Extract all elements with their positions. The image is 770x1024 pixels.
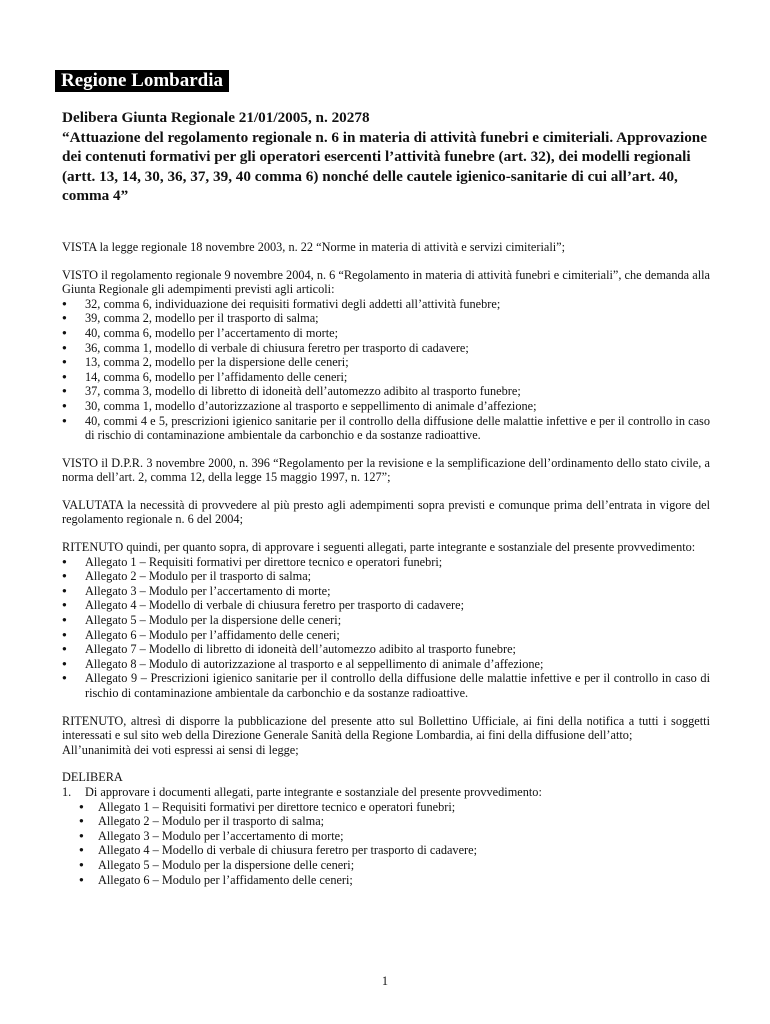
delibera-item [62, 785, 710, 887]
list-item: ● Allegato 5 – Modulo per la dispersione delle ceneri; [62, 858, 710, 873]
list-item: ● Allegato 2 – Modulo per il trasporto di salma; [62, 814, 710, 829]
vista-paragraph: VISTA la legge regionale 18 novembre 2003, n. 22 “Norme in materia di attività e servizi cimiteriali”; [62, 239, 566, 254]
list-item: ● Allegato 2 – Modulo per il trasporto di salma; [62, 569, 710, 584]
visto-dpr-paragraph: VISTO il D.P.R. 3 novembre 2000, n. 396 “Regolamento per la revisione e la semplificazione dell’ordinamento dello stato civile, a norma dell’art. 2, comma 12, della legge 15 maggio 1997, n. 127”; [62, 455, 710, 485]
delibera-list [62, 785, 710, 887]
list-item: ● Allegato 4 – Modello di verbale di chiusura feretro per trasporto di cadavere; [62, 843, 710, 858]
list-item: ● 30, comma 1, modello d’autorizzazione al trasporto e seppellimento di animale d’affezione; [62, 399, 710, 414]
list-item: ● Allegato 9 – Prescrizioni igienico sanitarie per il controllo della diffusione delle malattie infettive e per il controllo in caso di rischio di contaminazione ambientale da carbonchio e da sostanze radioattive. [62, 671, 710, 700]
visto-regolamento-paragraph: VISTO il regolamento regionale 9 novembre 2004, n. 6 “Regolamento in materia di attività funebri e cimiteriali”, che demanda alla Giunta Regionale gli adempimenti previsti agli articoli: [62, 267, 710, 297]
item-text: Di approvare i documenti allegati, parte integrante e sostanziale del presente provvedimento: [85, 784, 542, 799]
list-item: ● 40, comma 6, modello per l’accertamento di morte; [62, 326, 710, 341]
list-item: ● Allegato 1 – Requisiti formativi per direttore tecnico e operatori funebri; [62, 555, 710, 570]
list-item: ● 37, comma 3, modello di libretto di idoneità dell’automezzo adibito al trasporto funebre; [62, 384, 710, 399]
list-item: ● 32, comma 6, individuazione dei requisiti formativi degli addetti all’attività funebre; [62, 297, 710, 312]
ritenuto-pubblicazione-paragraph: RITENUTO, altresì di disporre la pubblicazione del presente atto sul Bollettino Ufficiale, ai fini della notifica a tutti i soggetti interessati e sul sito web della Direzione Generale Sanità della Regione Lombardia, ai fini della diffusione dell’atto; [62, 713, 710, 743]
list-item: ● 39, comma 2, modello per il trasporto di salma; [62, 311, 710, 326]
list-item: ● Allegato 1 – Requisiti formativi per direttore tecnico e operatori funebri; [62, 800, 710, 815]
list-item: ● Allegato 3 – Modulo per l’accertamento di morte; [62, 584, 710, 599]
articoli-list [62, 297, 710, 443]
list-item: ● Allegato 5 – Modulo per la dispersione delle ceneri; [62, 613, 710, 628]
list-item: ● Allegato 7 – Modello di libretto di idoneità dell’automezzo adibito al trasporto funebre; [62, 642, 710, 657]
valutata-paragraph: VALUTATA la necessità di provvedere al più presto agli adempimenti sopra previsti e comunque prima dell’entrata in vigore del regolamento regionale n. 6 del 2004; [62, 497, 710, 527]
title-line-1: Delibera Giunta Regionale 21/01/2005, n. 20278 [62, 109, 370, 126]
list-item: ● Allegato 8 – Modulo di autorizzazione al trasporto e al seppellimento di animale d’affezione; [62, 657, 710, 672]
list-item: ● 40, commi 4 e 5, prescrizioni igienico sanitarie per il controllo della diffusione delle malattie infettive e per il controllo in caso di rischio di contaminazione ambientale da carbonchio e da sostanze radioattive. [62, 414, 710, 443]
list-item: ● Allegato 3 – Modulo per l’accertamento di morte; [62, 829, 710, 844]
list-item: ● 36, comma 1, modello di verbale di chiusura feretro per trasporto di cadavere; [62, 341, 710, 356]
item-number: 1. [62, 784, 72, 799]
document-body [62, 240, 710, 887]
unanimita-paragraph: All’unanimità dei voti espressi ai sensi di legge; [62, 742, 299, 757]
ritenuto-allegati-paragraph: RITENUTO quindi, per quanto sopra, di approvare i seguenti allegati, parte integrante e sostanziale del presente provvedimento: [62, 540, 696, 555]
title-line-2: “Attuazione del regolamento regionale n. 6 in materia di attività funebri e cimiteriali. Approvazione dei contenuti formativi per gli operatori esercenti l’attività funebre (art. 32), dei modelli regionali (artt. 13, 14, 30, 36, 37, 39, 40 comma 6) nonché delle cautele igienico-sanitarie di cui all’art. 40, comma 4” [62, 128, 707, 205]
delibera-label: DELIBERA [62, 770, 123, 785]
region-banner: Regione Lombardia [55, 70, 229, 92]
allegati-list [62, 555, 710, 701]
document-page [62, 70, 710, 887]
list-item: ● Allegato 6 – Modulo per l’affidamento delle ceneri; [62, 628, 710, 643]
list-item: ● Allegato 6 – Modulo per l’affidamento delle ceneri; [62, 873, 710, 888]
delibera-allegati-list [62, 800, 710, 888]
list-item: ● 13, comma 2, modello per la dispersione delle ceneri; [62, 355, 710, 370]
list-item: ● 14, comma 6, modello per l’affidamento delle ceneri; [62, 370, 710, 385]
list-item: ● Allegato 4 – Modello di verbale di chiusura feretro per trasporto di cadavere; [62, 598, 710, 613]
document-title [62, 108, 710, 206]
page-number: 1 [381, 974, 389, 988]
